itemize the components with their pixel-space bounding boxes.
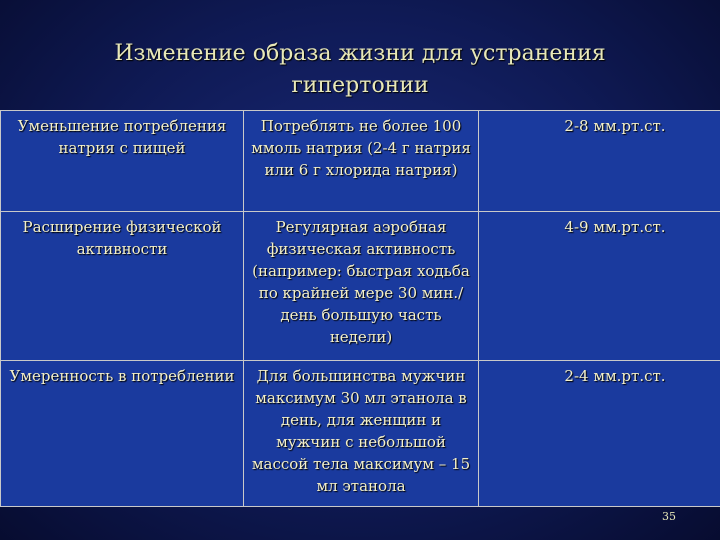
effect-cell: 2-8 мм.рт.ст. xyxy=(479,111,720,212)
measure-cell: Расширение физической активности xyxy=(1,212,244,361)
table-row xyxy=(1,212,720,361)
recommendation-cell: Регулярная аэробная физическая активность (например: быстрая ходьба по крайней мере 30 мин./день большую часть недели) xyxy=(244,212,479,361)
measure-cell: Уменьшение потребления натрия с пищей xyxy=(1,111,244,212)
page-number: 35 xyxy=(662,510,676,523)
measure-cell: Умеренность в потреблении xyxy=(1,361,244,507)
effect-cell: 4-9 мм.рт.ст. xyxy=(479,212,720,361)
recommendation-cell: Для большинства мужчин максимум 30 мл этанола в день, для женщин и мужчин с небольшой массой тела максимум – 15 мл этанола xyxy=(244,361,479,507)
table-row xyxy=(1,111,720,212)
effect-cell: 2-4 мм.рт.ст. xyxy=(479,361,720,507)
table-row xyxy=(1,361,720,507)
lifestyle-table xyxy=(0,110,720,507)
slide-title: Изменение образа жизни для устранения гипертонии xyxy=(114,41,606,98)
recommendation-cell: Потреблять не более 100 ммоль натрия (2-4 г натрия или 6 г хлорида натрия) xyxy=(244,111,479,212)
